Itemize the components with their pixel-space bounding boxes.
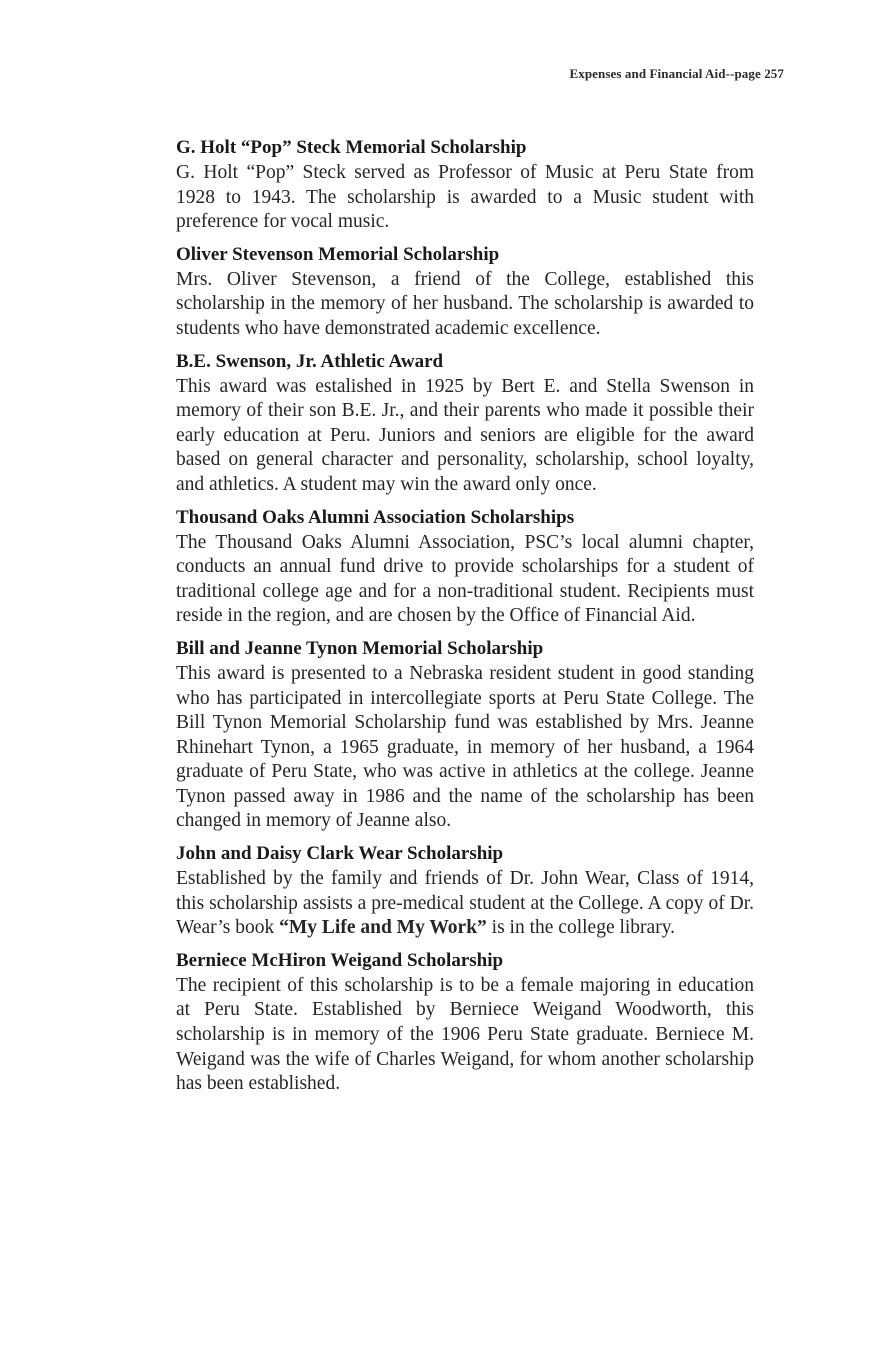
- scholarship-entry: [176, 506, 754, 629]
- scholarship-entry: [176, 637, 754, 834]
- scholarship-entry: [176, 136, 754, 235]
- scholarship-list: [176, 136, 754, 1105]
- entry-title: B.E. Swenson, Jr. Athletic Award: [176, 350, 444, 372]
- entry-body-text: is in the college library.: [486, 917, 676, 939]
- scholarship-entry: [176, 350, 754, 498]
- scholarship-entry: [176, 949, 754, 1097]
- entry-title: Bill and Jeanne Tynon Memorial Scholarship: [176, 637, 544, 659]
- running-head: Expenses and Financial Aid--page 257: [569, 66, 784, 81]
- entry-body: [176, 867, 754, 941]
- entry-body: Mrs. Oliver Stevenson, a friend of the College, established this scholarship in the memory of her husband. The scholarship is awarded to students who have demonstrated academic excellence.: [176, 268, 754, 339]
- scholarship-entry: [176, 243, 754, 342]
- entry-title: Berniece McHiron Weigand Scholarship: [176, 949, 504, 971]
- entry-body: G. Holt “Pop” Steck served as Professor of Music at Peru State from 1928 to 1943. The scholarship is awarded to a Music student with preference for vocal music.: [176, 162, 754, 233]
- entry-body: This award was estalished in 1925 by Bert E. and Stella Swenson in memory of their son B.E. Jr., and their parents who made it possible their early education at Peru. Juniors and seniors are eligible for the award based on general character and personality, scholarship, school loyalty, and athletics. A student may win the award only once.: [176, 375, 754, 495]
- entry-title: Oliver Stevenson Memorial Scholarship: [176, 243, 500, 265]
- entry-title: G. Holt “Pop” Steck Memorial Scholarship: [176, 137, 527, 158]
- entry-title: Thousand Oaks Alumni Association Scholarships: [176, 506, 575, 528]
- entry-body: This award is presented to a Nebraska resident student in good standing who has participated in intercollegiate sports at Peru State College. The Bill Tynon Memorial Scholarship fund was established by Mrs. Jeanne Rhinehart Tynon, a 1965 graduate, in memory of her husband, a 1964 graduate of Peru State, who was active in athletics at the college. Jeanne Tynon passed away in 1986 and the name of the scholarship has been changed in memory of Jeanne also.: [176, 662, 754, 832]
- book-title: “My Life and My Work”: [279, 917, 487, 939]
- entry-body: The recipient of this scholarship is to be a female majoring in education at Peru State. Established by Berniece Weigand Woodworth, this scholarship is in memory of the 1906 Peru State graduate. Berniece M. Weigand was the wife of Charles Weigand, for whom another scholarship has been established.: [176, 974, 754, 1095]
- entry-title: John and Daisy Clark Wear Scholarship: [176, 843, 504, 865]
- entry-body: The Thousand Oaks Alumni Association, PSC’s local alumni chapter, conducts an annual fund drive to provide scholarships for a student of traditional college age and for a non-traditional student. Recipients must reside in the region, and are chosen by the Office of Financial Aid.: [176, 531, 754, 627]
- scholarship-entry: [176, 842, 754, 941]
- entry-body-text: Established by the family and friends of Dr. John Wear, Class of 1914, this scholarship assists a pre-medical student at the College. A copy of Dr. Wear’s book: [176, 868, 754, 939]
